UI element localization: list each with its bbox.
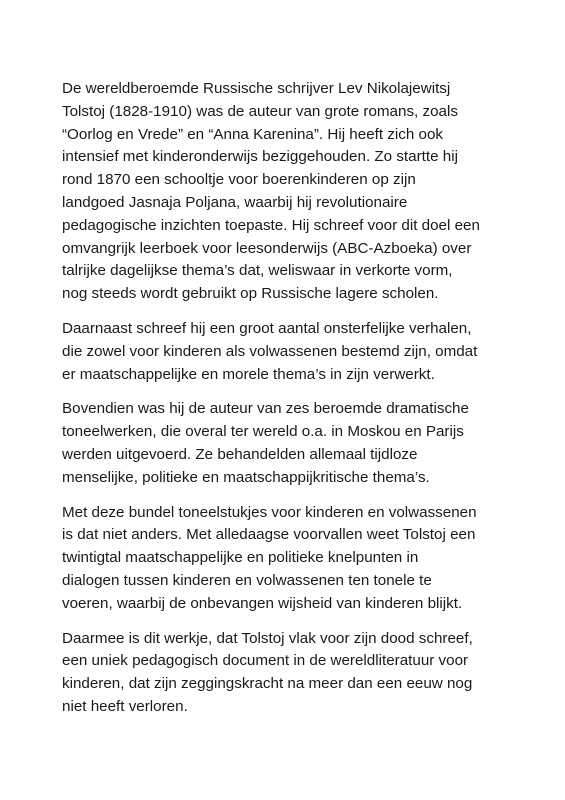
text-line: Met deze bundel toneelstukjes voor kinderen en volwassenen	[62, 503, 477, 521]
text-line: niet heeft verloren.	[62, 697, 188, 715]
text-line: landgoed Jasnaja Poljana, waarbij hij revolutionaire	[62, 193, 408, 211]
paragraph-1	[62, 78, 514, 306]
paragraph-3	[62, 398, 514, 489]
text-line: Daarmee is dit werkje, dat Tolstoj vlak voor zijn dood schreef,	[62, 629, 473, 647]
text-line: rond 1870 een schooltje voor boerenkinderen op zijn	[62, 171, 416, 189]
text-line: twintigtal maatschappelijke en politieke knelpunten in	[62, 549, 419, 567]
text-line: nog steeds wordt gebruikt op Russische lagere scholen.	[62, 285, 439, 303]
text-line: die zowel voor kinderen als volwassenen bestemd zijn, omdat	[62, 342, 478, 360]
text-line: talrijke dagelijkse thema’s dat, weliswaar in verkorte vorm,	[62, 262, 453, 280]
text-line: kinderen, dat zijn zeggingskracht na meer dan een eeuw nog	[62, 675, 473, 693]
text-line: werden uitgevoerd. Ze behandelden allemaal tijdloze	[62, 445, 418, 463]
paragraph-5	[62, 628, 514, 719]
text-line: voeren, waarbij de onbevangen wijsheid van kinderen blijkt.	[62, 594, 463, 612]
paragraph-2	[62, 318, 514, 386]
text-line: is dat niet anders. Met alledaagse voorvallen weet Tolstoj een	[62, 526, 476, 544]
text-line: toneelwerken, die overal ter wereld o.a. in Moskou en Parijs	[62, 423, 464, 441]
text-line: intensief met kinderonderwijs beziggehouden. Zo startte hij	[62, 148, 458, 166]
text-line: menselijke, politieke en maatschappijkritische thema’s.	[62, 468, 430, 486]
text-line: een uniek pedagogisch document in de wereldliteratuur voor	[62, 652, 469, 670]
body-text	[62, 78, 514, 731]
text-line: er maatschappelijke en morele thema’s in zijn verwerkt.	[62, 365, 435, 383]
text-line: Bovendien was hij de auteur van zes beroemde dramatische	[62, 400, 469, 418]
text-line: Daarnaast schreef hij een groot aantal onsterfelijke verhalen,	[62, 319, 472, 337]
text-line: Tolstoj (1828-1910) was de auteur van grote romans, zoals	[62, 102, 458, 120]
text-line: pedagogische inzichten toepaste. Hij schreef voor dit doel een	[62, 216, 480, 234]
text-line: De wereldberoemde Russische schrijver Lev Nikolajewitsj	[62, 80, 451, 97]
paragraph-4	[62, 502, 514, 616]
text-line: dialogen tussen kinderen en volwassenen ten tonele te	[62, 571, 432, 589]
text-line: omvangrijk leerboek voor leesonderwijs (ABC-Azboeka) over	[62, 239, 472, 257]
text-line: “Oorlog en Vrede” en “Anna Karenina”. Hij heeft zich ook	[62, 125, 444, 143]
